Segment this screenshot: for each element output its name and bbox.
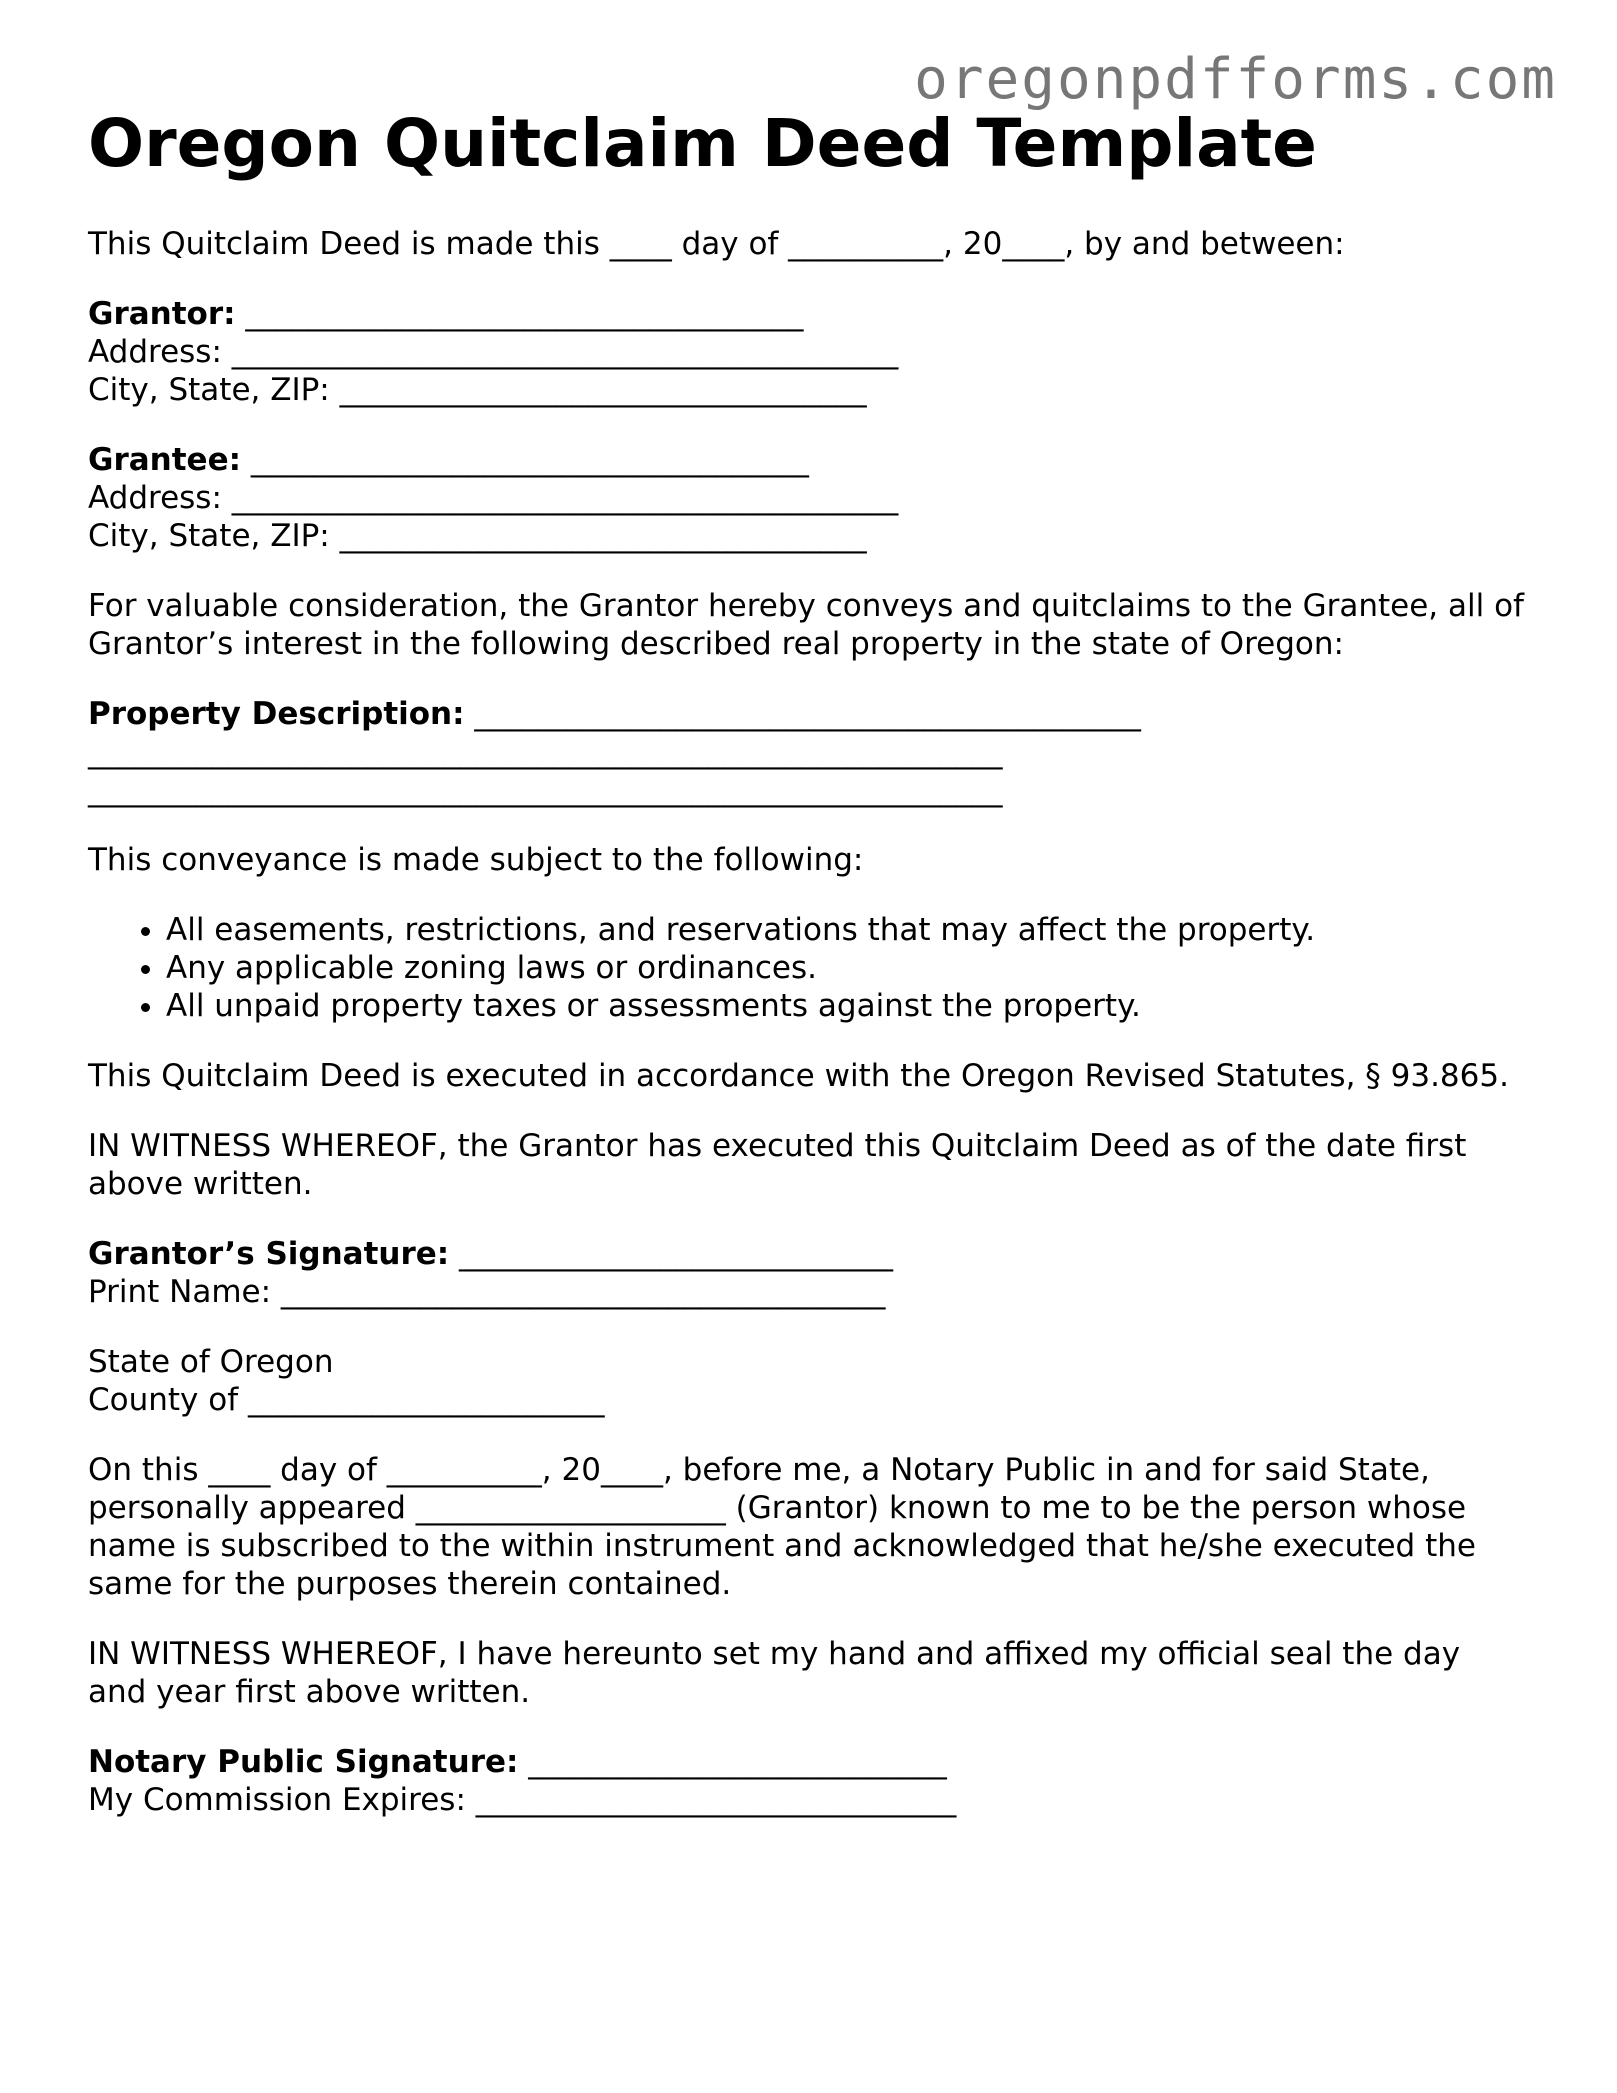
grantor-signature-section bbox=[88, 1235, 1528, 1311]
notary-acknowledgment-paragraph: On this ____ day of __________, 20____, before me, a Notary Public in and for said State, personally appeared ____________________ (Grantor) known to me to be the person whose name is subscribed to the within instrument and acknowledged that he/she executed the same for the purposes therein contained. bbox=[88, 1451, 1476, 1602]
grantor-section bbox=[88, 295, 1528, 409]
grantor-signature-line bbox=[88, 1235, 1528, 1273]
subject-intro: This conveyance is made subject to the following: bbox=[88, 841, 864, 878]
print-name-line: Print Name: _______________________________________ bbox=[88, 1273, 886, 1310]
grantor-name-line bbox=[88, 295, 1528, 333]
grantor-label: Grantor: bbox=[88, 295, 236, 332]
commission-expires-line: My Commission Expires: _______________________________ bbox=[88, 1781, 957, 1818]
consideration-paragraph: For valuable consideration, the Grantor hereby conveys and quitclaims to the Grantee, all of Grantor’s interest in the following described real property in the state of Oregon: bbox=[88, 587, 1524, 662]
grantor-signature-blank: ____________________________ bbox=[449, 1235, 894, 1272]
state-county-section bbox=[88, 1343, 1528, 1419]
notary-signature-blank: ___________________________ bbox=[518, 1743, 947, 1780]
state-line: State of Oregon bbox=[88, 1343, 334, 1380]
county-line: County of _______________________ bbox=[88, 1381, 605, 1418]
grantor-city-line: City, State, ZIP: __________________________________ bbox=[88, 371, 867, 408]
grantor-name-blank: ____________________________________ bbox=[235, 295, 804, 332]
condition-item: • All easements, restrictions, and reservations that may affect the property. bbox=[166, 911, 1528, 949]
property-label: Property Description: bbox=[88, 695, 465, 732]
condition-item: • All unpaid property taxes or assessments against the property. bbox=[166, 987, 1528, 1025]
condition-item: • Any applicable zoning laws or ordinances. bbox=[166, 949, 1528, 987]
statute-paragraph: This Quitclaim Deed is executed in accordance with the Oregon Revised Statutes, § 93.865. bbox=[88, 1057, 1509, 1094]
intro-paragraph: This Quitclaim Deed is made this ____ day of __________, 20____, by and between: bbox=[88, 225, 1345, 262]
grantee-name-blank: ____________________________________ bbox=[241, 441, 809, 478]
property-line-3: ___________________________________________________________ bbox=[88, 771, 1003, 808]
property-line-2: ___________________________________________________________ bbox=[88, 733, 1003, 770]
document-title: Oregon Quitclaim Deed Template bbox=[88, 105, 1317, 182]
notary-signature-section bbox=[88, 1743, 1528, 1819]
property-blank-1: ___________________________________________ bbox=[464, 695, 1141, 732]
conditions-list bbox=[88, 911, 1528, 1025]
grantee-label: Grantee: bbox=[88, 441, 241, 478]
notary-signature-label: Notary Public Signature: bbox=[88, 1743, 519, 1780]
grantor-address-line: Address: ___________________________________________ bbox=[88, 333, 899, 370]
grantor-signature-label: Grantor’s Signature: bbox=[88, 1235, 450, 1272]
grantee-address-line: Address: ___________________________________________ bbox=[88, 479, 899, 516]
property-line-1 bbox=[88, 695, 1528, 733]
notary-signature-line bbox=[88, 1743, 1528, 1781]
site-watermark: oregonpdfforms.com bbox=[914, 47, 1557, 112]
grantee-section bbox=[88, 441, 1528, 555]
grantee-name-line bbox=[88, 441, 1528, 479]
property-section bbox=[88, 695, 1528, 809]
document-page bbox=[88, 105, 1528, 1851]
witness-paragraph-notary: IN WITNESS WHEREOF, I have hereunto set my hand and affixed my official seal the day and year first above written. bbox=[88, 1635, 1461, 1710]
witness-paragraph-grantor: IN WITNESS WHEREOF, the Grantor has executed this Quitclaim Deed as of the date first above written. bbox=[88, 1127, 1467, 1202]
grantee-city-line: City, State, ZIP: __________________________________ bbox=[88, 517, 867, 554]
